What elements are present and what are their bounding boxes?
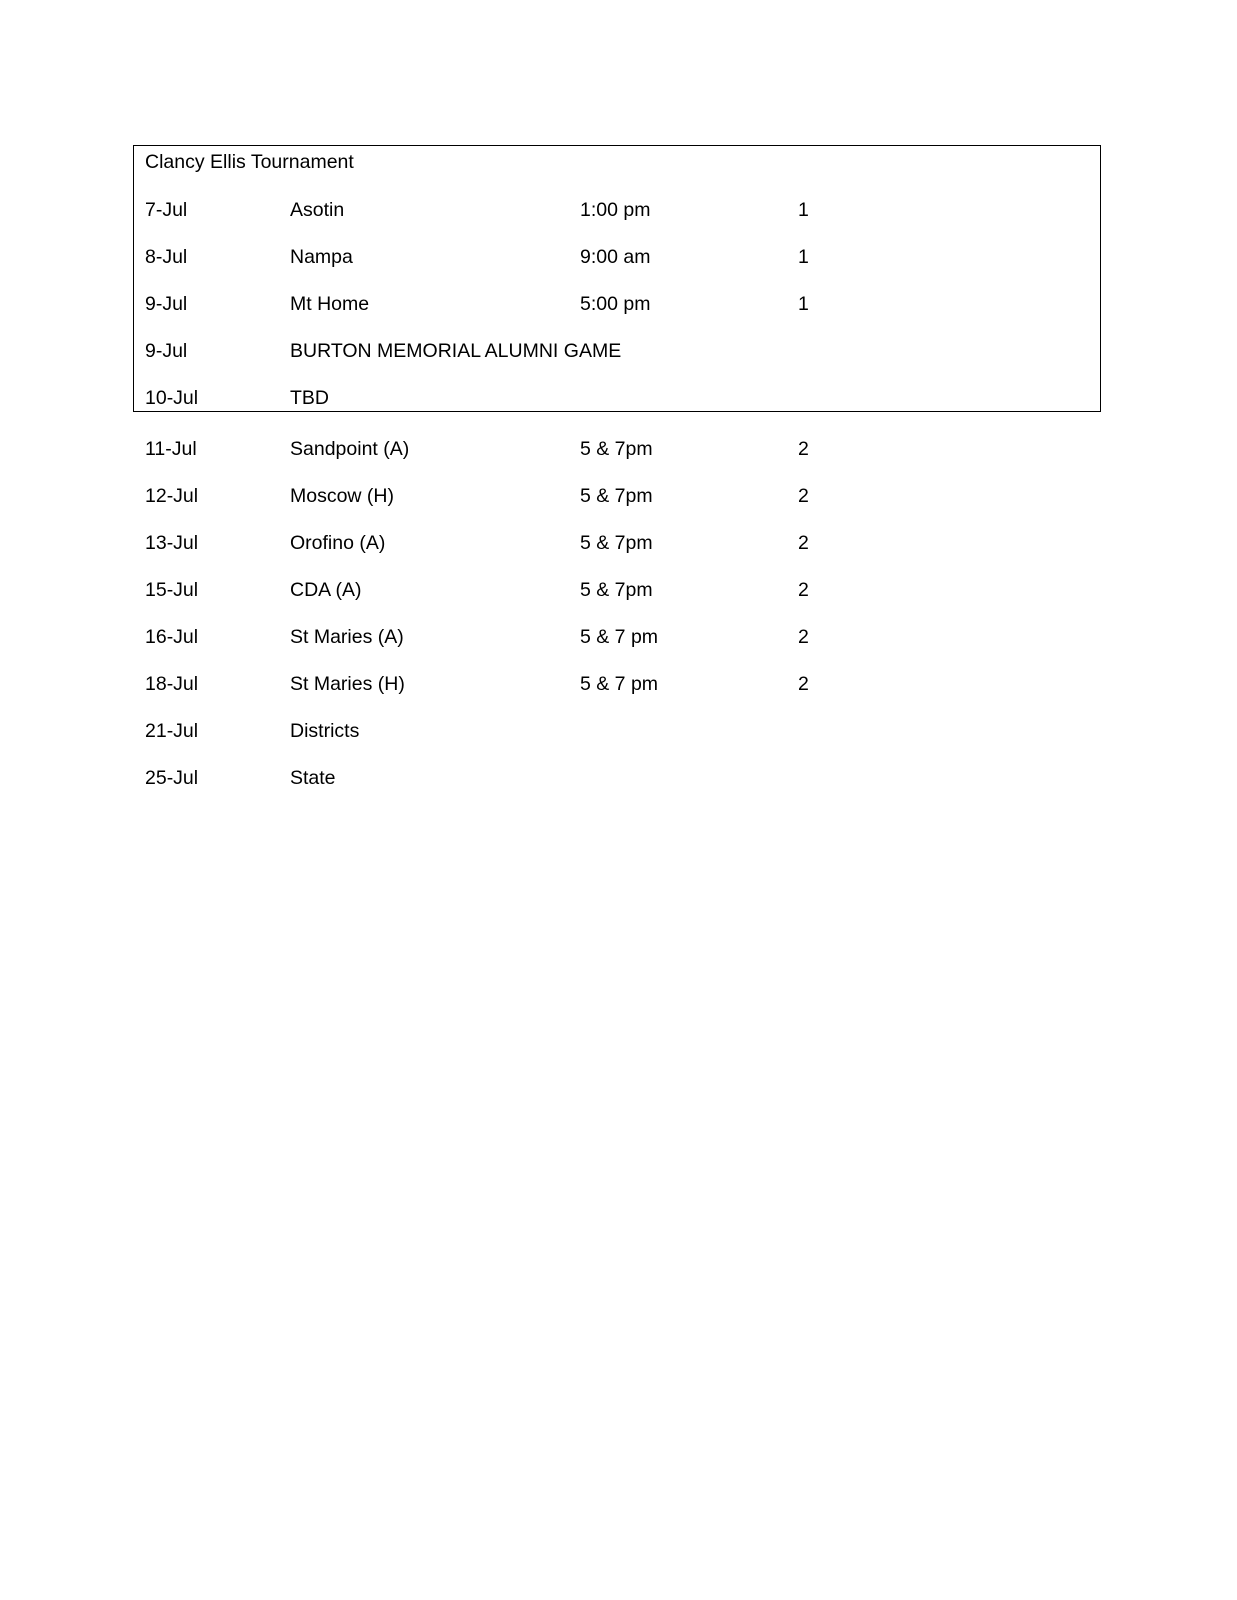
row-time: 5:00 pm bbox=[580, 293, 651, 315]
row-time: 5 & 7pm bbox=[580, 485, 653, 507]
schedule-row bbox=[0, 671, 1237, 697]
row-date: 12-Jul bbox=[145, 485, 199, 507]
row-opponent: St Maries (A) bbox=[290, 626, 404, 648]
schedule-row bbox=[0, 624, 1237, 650]
row-date: 8-Jul bbox=[145, 246, 188, 268]
tournament-title: Clancy Ellis Tournament bbox=[145, 151, 354, 173]
row-date: 21-Jul bbox=[145, 720, 199, 742]
schedule-row bbox=[0, 483, 1237, 509]
tournament-row bbox=[0, 338, 1237, 364]
tournament-row bbox=[0, 244, 1237, 270]
row-time: 5 & 7pm bbox=[580, 579, 653, 601]
row-opponent: Orofino (A) bbox=[290, 532, 386, 554]
schedule-row bbox=[0, 530, 1237, 556]
row-date: 10-Jul bbox=[145, 387, 199, 409]
row-opponent: State bbox=[290, 767, 336, 789]
row-time: 1:00 pm bbox=[580, 199, 651, 221]
row-time: 5 & 7 pm bbox=[580, 673, 659, 695]
row-date: 9-Jul bbox=[145, 293, 188, 315]
tournament-row bbox=[0, 197, 1237, 223]
schedule-row bbox=[0, 718, 1237, 744]
row-date: 13-Jul bbox=[145, 532, 199, 554]
row-date: 11-Jul bbox=[145, 438, 197, 460]
row-opponent: TBD bbox=[290, 387, 329, 409]
tournament-row bbox=[0, 291, 1237, 317]
row-time: 9:00 am bbox=[580, 246, 651, 268]
row-time: 5 & 7pm bbox=[580, 438, 653, 460]
row-count: 1 bbox=[798, 246, 809, 268]
row-date: 25-Jul bbox=[145, 767, 199, 789]
schedule-row bbox=[0, 577, 1237, 603]
row-date: 18-Jul bbox=[145, 673, 199, 695]
row-count: 2 bbox=[798, 485, 809, 507]
schedule-row bbox=[0, 765, 1237, 791]
row-opponent: BURTON MEMORIAL ALUMNI GAME bbox=[290, 340, 622, 362]
row-count: 1 bbox=[798, 293, 809, 315]
row-opponent: Asotin bbox=[290, 199, 345, 221]
tournament-row bbox=[0, 385, 1237, 411]
row-count: 2 bbox=[798, 626, 809, 648]
tournament-box bbox=[133, 145, 1101, 412]
row-count: 2 bbox=[798, 532, 809, 554]
row-opponent: Sandpoint (A) bbox=[290, 438, 410, 460]
row-count: 2 bbox=[798, 438, 809, 460]
row-opponent: Districts bbox=[290, 720, 360, 742]
schedule-row bbox=[0, 436, 1237, 462]
row-time: 5 & 7pm bbox=[580, 532, 653, 554]
row-opponent: CDA (A) bbox=[290, 579, 362, 601]
row-date: 9-Jul bbox=[145, 340, 188, 362]
row-date: 15-Jul bbox=[145, 579, 199, 601]
row-count: 2 bbox=[798, 579, 809, 601]
row-opponent: Moscow (H) bbox=[290, 485, 395, 507]
row-opponent: Mt Home bbox=[290, 293, 370, 315]
row-date: 7-Jul bbox=[145, 199, 188, 221]
row-time: 5 & 7 pm bbox=[580, 626, 659, 648]
row-opponent: Nampa bbox=[290, 246, 353, 268]
row-opponent: St Maries (H) bbox=[290, 673, 405, 695]
row-count: 1 bbox=[798, 199, 809, 221]
row-count: 2 bbox=[798, 673, 809, 695]
row-date: 16-Jul bbox=[145, 626, 199, 648]
